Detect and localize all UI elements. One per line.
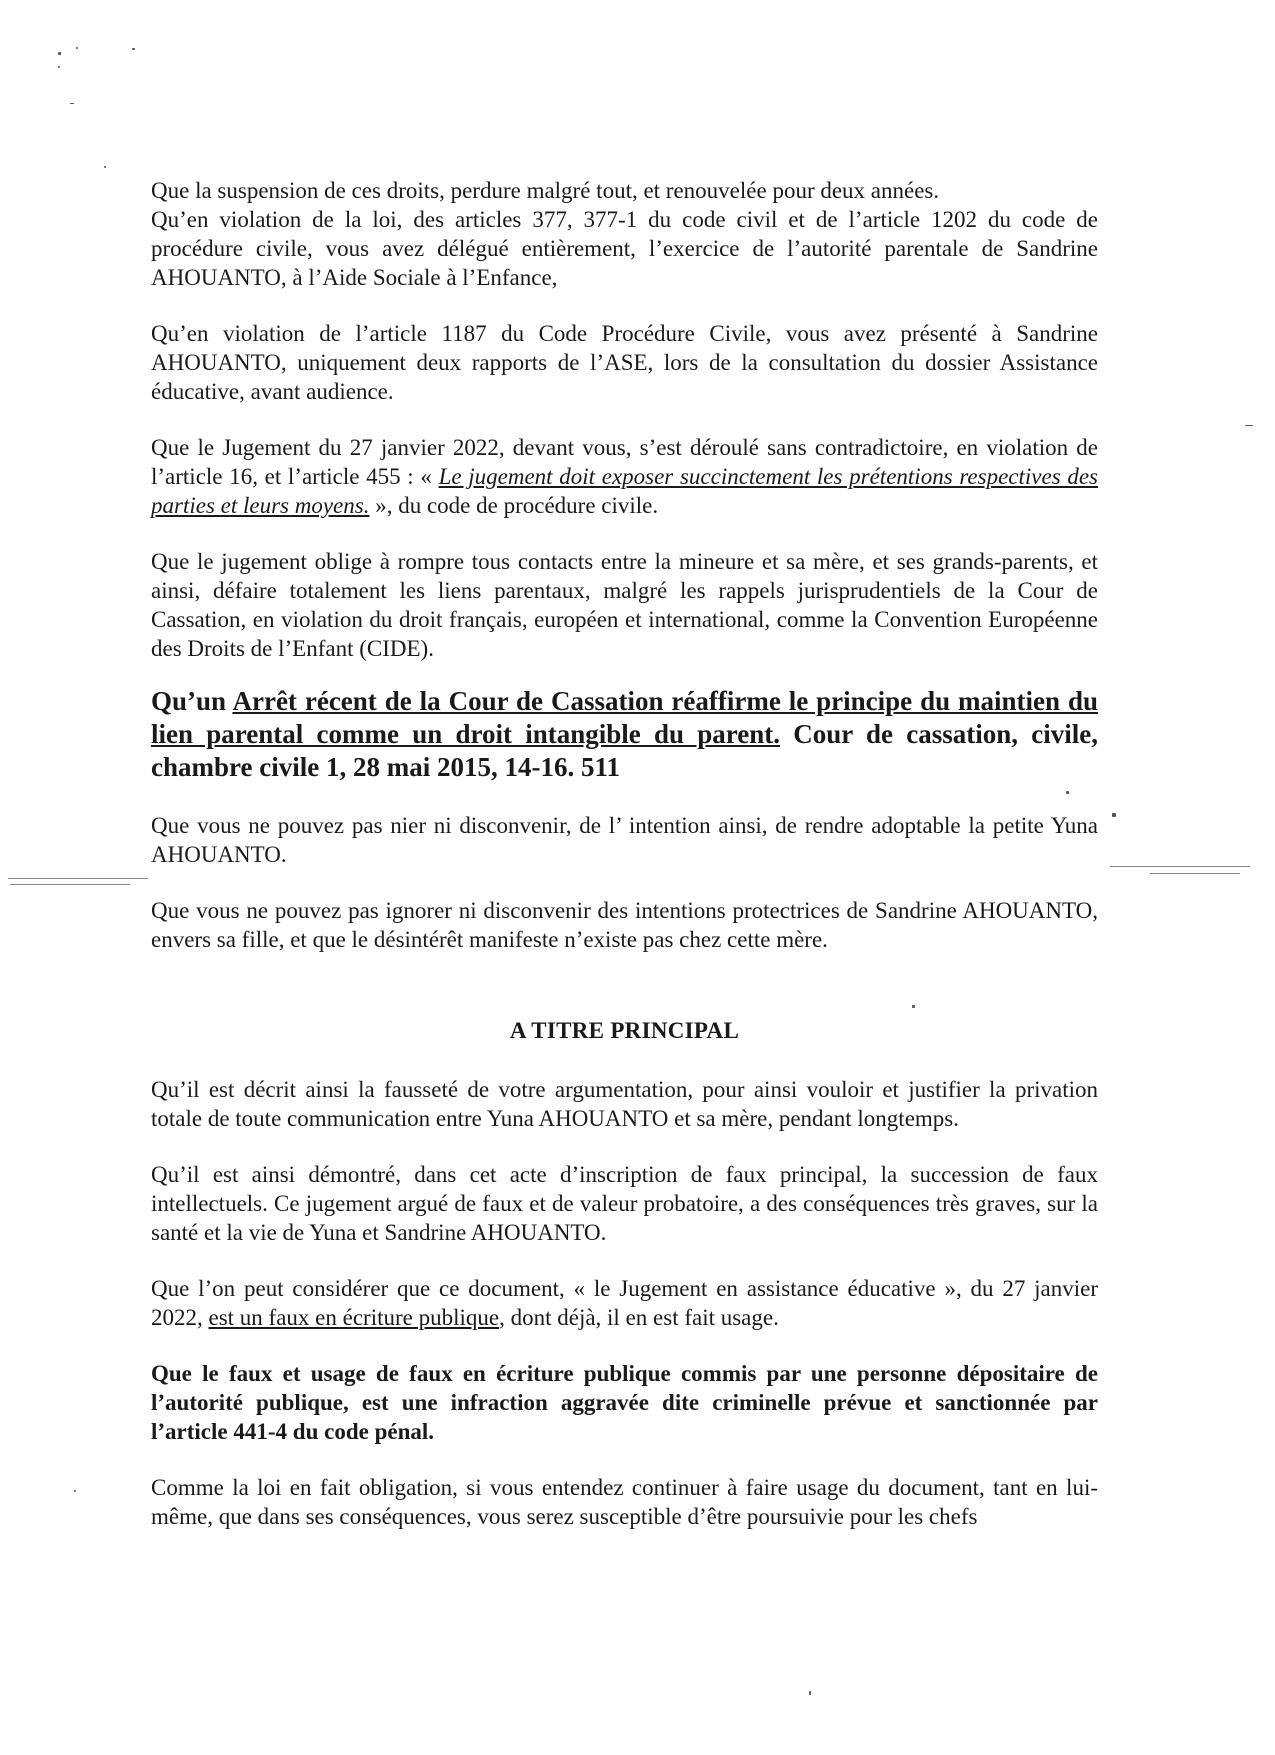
- paragraph: Qu’il est décrit ainsi la fausseté de votre argumentation, pour ainsi vouloir et justifier la privation totale de toute communication entre Yuna AHOUANTO et sa mère, pendant longtemps.: [151, 1077, 1098, 1131]
- paragraph-text: Que le Jugement du 27 janvier 2022, devant vous, s’est déroulé sans contradictoire, en violation de l’article 16, et l’article 455 : «: [151, 435, 1098, 489]
- paragraph: Qu’en violation de la loi, des articles 377, 377-1 du code civil et de l’article 1202 du code de procédure civile, vous avez délégué entièrement, l’exercice de l’autorité parentale de Sandrine AHOUANTO, à l’Aide Sociale à l’Enfance,: [151, 207, 1098, 290]
- scan-speck: [809, 1691, 811, 1695]
- paragraph: Que le jugement oblige à rompre tous contacts entre la mineure et sa mère, et ses grands-parents, et ainsi, défaire totalement les liens parentaux, malgré les rappels jurisprudentiels de la Cour de Cassation, en violation du droit français, européen et international, comme la Convention Européenne des Droits de l’Enfant (CIDE).: [151, 549, 1098, 661]
- paragraph: Qu’il est ainsi démontré, dans cet acte d’inscription de faux principal, la succession de faux intellectuels. Ce jugement argué de faux et de valeur probatoire, a des conséquences très graves, sur la santé et la vie de Yuna et Sandrine AHOUANTO.: [151, 1162, 1098, 1245]
- scan-speck: [1245, 425, 1253, 426]
- scan-streak: [1150, 873, 1240, 874]
- quoted-article-455: Le jugement doit exposer succinctement les prétentions respectives des parties et leurs moyens.: [151, 464, 1099, 518]
- arret-reference: Cour de cassation, civile, chambre civile 1, 28 mai 2015, 14-16. 511: [151, 719, 1098, 782]
- paragraph: Qu’en violation de l’article 1187 du Code Procédure Civile, vous avez présenté à Sandrine AHOUANTO, uniquement deux rapports de l’ASE, lors de la consultation du dossier Assistance éducative, avant audience.: [151, 321, 1098, 404]
- document-body: [151, 176, 1098, 1558]
- scan-speck: [58, 52, 61, 55]
- paragraph-text: , dont déjà, il en est fait usage.: [499, 1305, 779, 1330]
- paragraph: [151, 1274, 1098, 1332]
- paragraph: Que la suspension de ces droits, perdure malgré tout, et renouvelée pour deux années.: [151, 178, 940, 203]
- scan-speck: [74, 1490, 76, 1492]
- scan-streak: [1110, 866, 1250, 867]
- underlined-phrase: est un faux en écriture publique: [208, 1305, 500, 1330]
- scan-streak: [10, 884, 130, 885]
- scan-speck: [1112, 813, 1116, 817]
- scan-speck: [58, 66, 60, 68]
- paragraph: Comme la loi en fait obligation, si vous entendez continuer à faire usage du document, tant en lui-même, que dans ses conséquences, vous serez susceptible d’être poursuivie pour les chefs: [151, 1475, 1098, 1529]
- bold-paragraph: Que le faux et usage de faux en écriture publique commis par une personne dépositaire de l’autorité publique, est une infraction aggravée dite criminelle prévue et sanctionnée par l’article 441-4 du code pénal.: [151, 1361, 1098, 1444]
- arret-text: Qu’un: [151, 686, 233, 716]
- scan-streak: [8, 878, 148, 879]
- section-heading: A TITRE PRINCIPAL: [509, 1018, 740, 1043]
- arret-statement: [151, 685, 1098, 784]
- scan-speck: [104, 166, 106, 168]
- arret-underlined: Arrêt récent de la Cour de Cassation réaffirme le principe du maintien du lien parental comme un droit intangible du parent.: [151, 686, 1098, 749]
- paragraph: Que vous ne pouvez pas nier ni disconvenir, de l’ intention ainsi, de rendre adoptable la petite Yuna AHOUANTO.: [151, 813, 1098, 867]
- scan-speck: [132, 48, 135, 50]
- scan-speck: [76, 47, 78, 49]
- paragraph-text: », du code de procédure civile.: [369, 493, 659, 518]
- paragraph-text: Que l’on peut considérer que ce document, « le Jugement en assistance éducative », du 27 janvier 2022,: [151, 1276, 1098, 1330]
- paragraph: Que vous ne pouvez pas ignorer ni disconvenir des intentions protectrices de Sandrine AHOUANTO, envers sa fille, et que le désintérêt manifeste n’existe pas chez cette mère.: [151, 898, 1098, 952]
- scan-speck: [70, 103, 74, 104]
- paragraph: [151, 433, 1098, 520]
